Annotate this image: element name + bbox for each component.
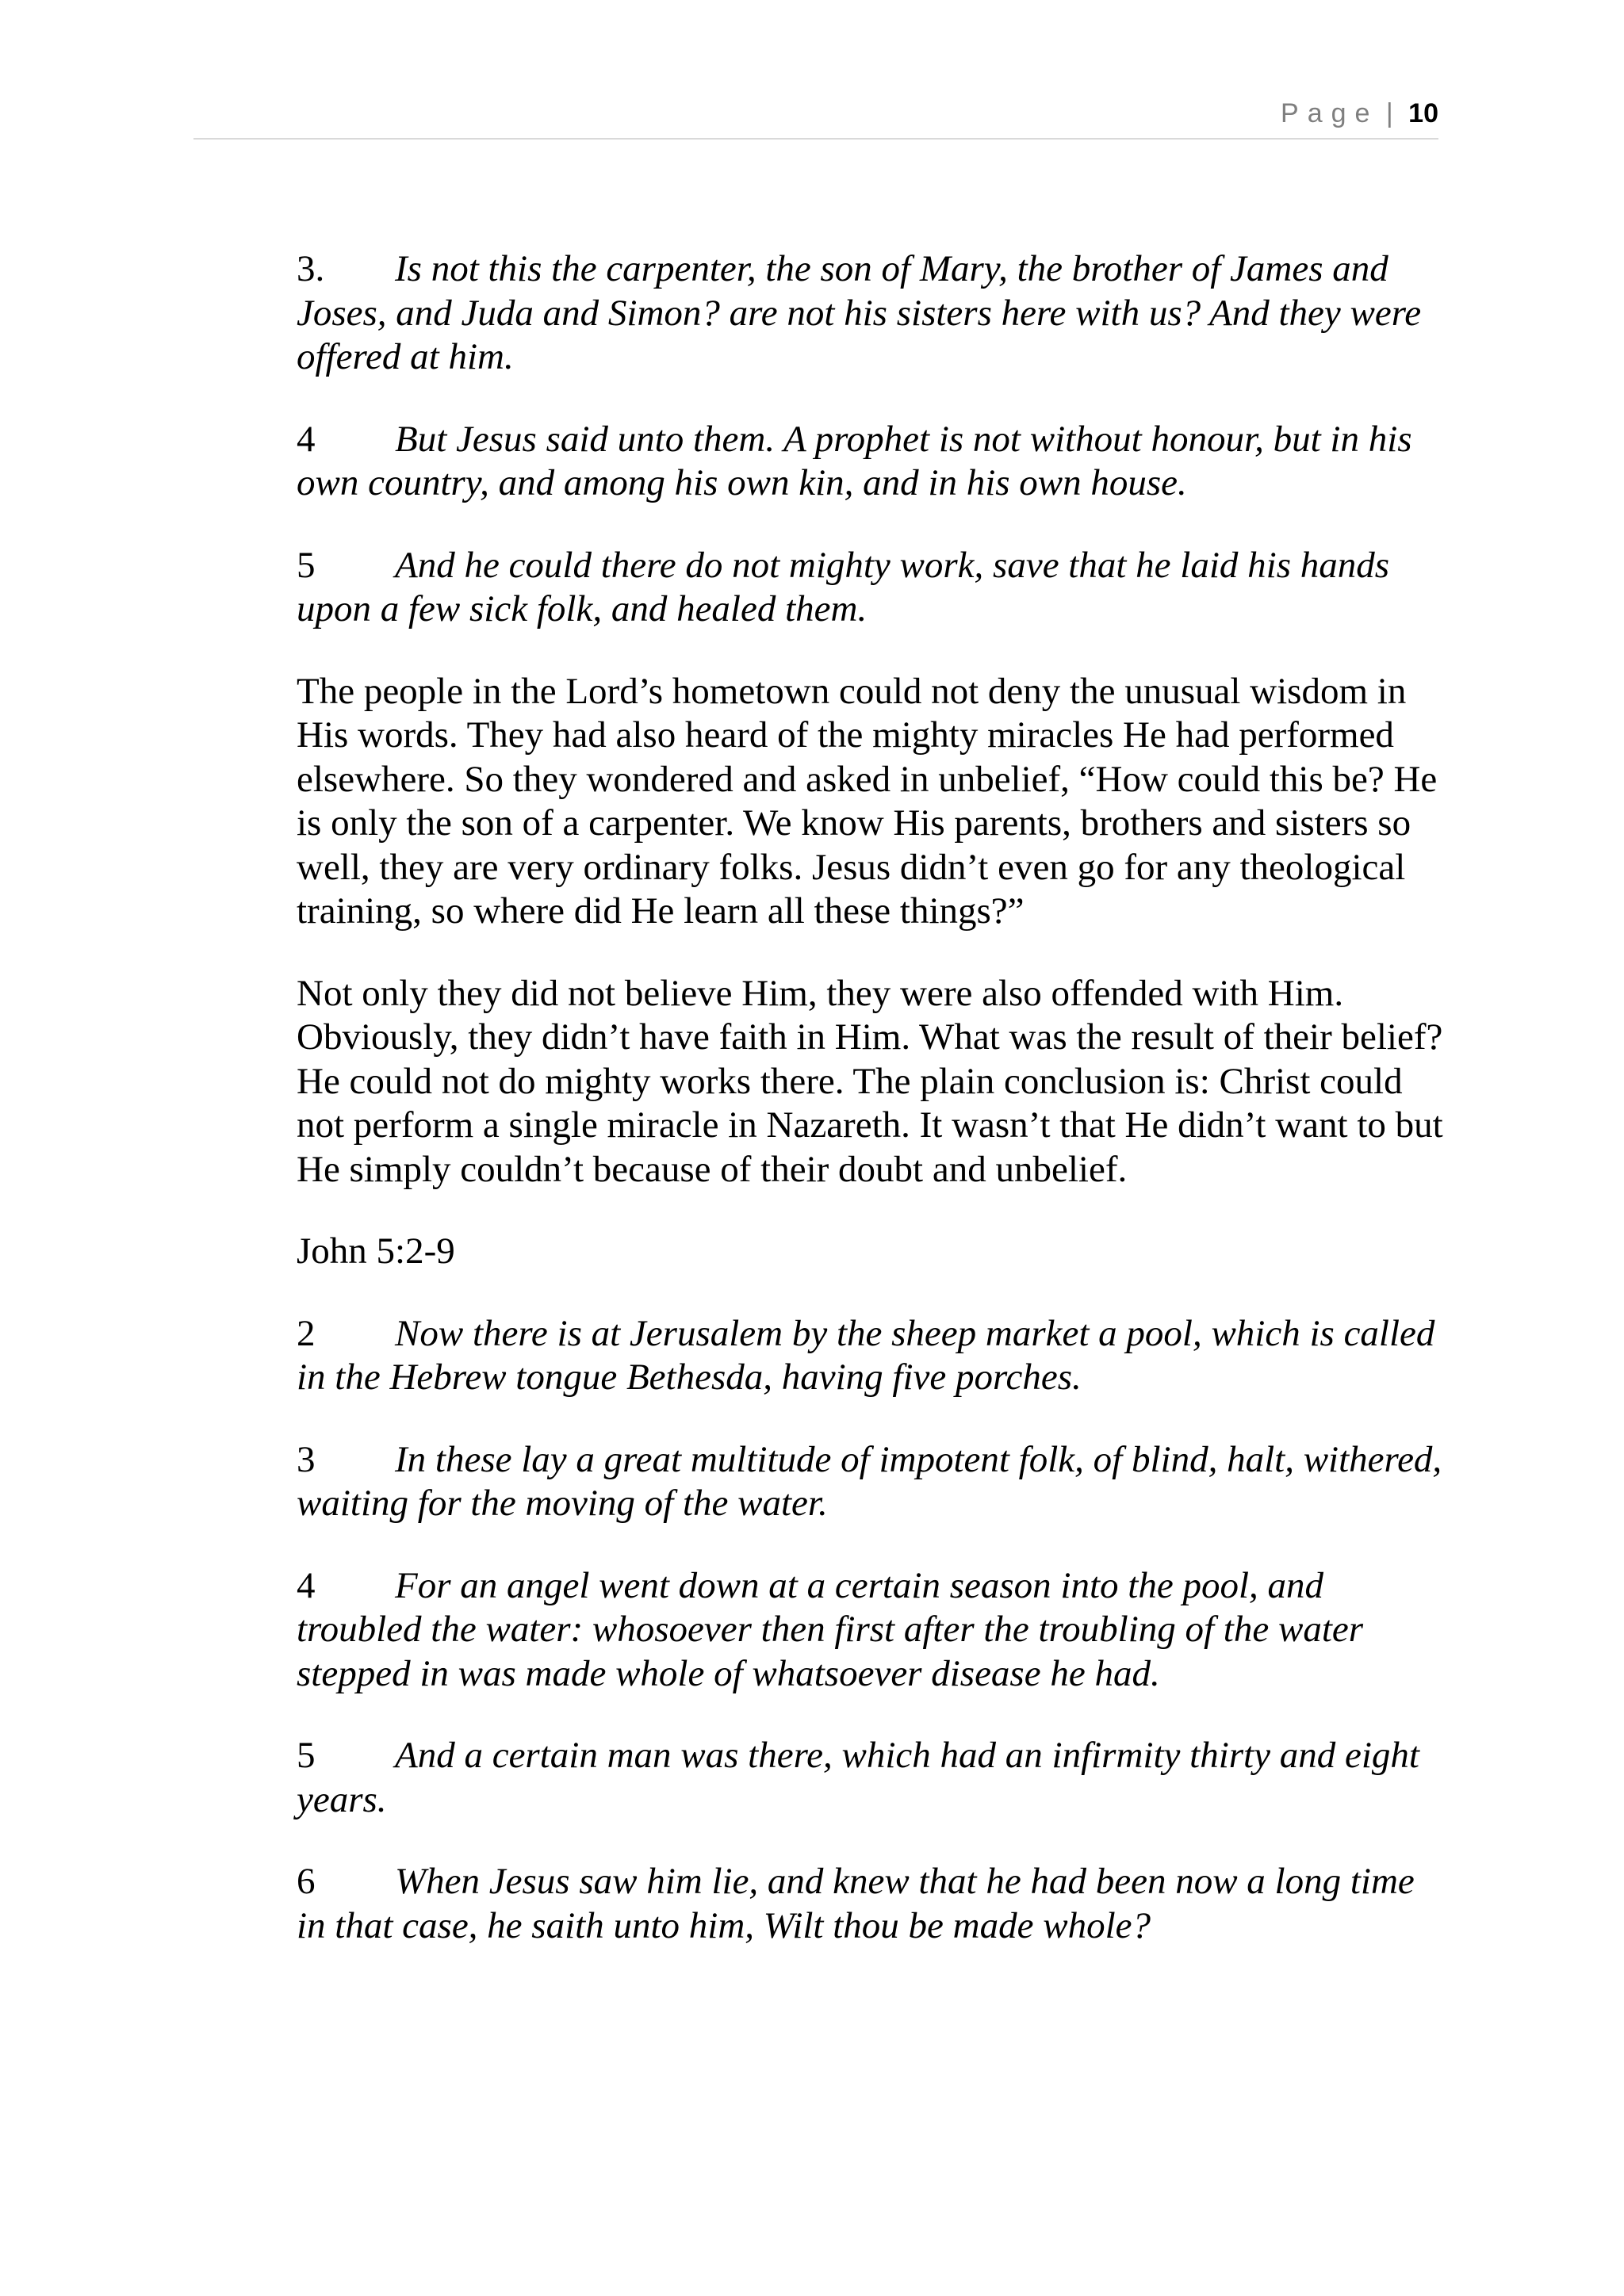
verse-number: 4 <box>297 1564 316 1606</box>
page-number-label <box>1281 98 1438 129</box>
verse-mark-4 <box>297 418 1446 506</box>
verse-number: 4 <box>297 418 316 460</box>
page-number: 10 <box>1408 98 1438 128</box>
page-header <box>193 94 1438 140</box>
page-separator: | <box>1385 98 1393 128</box>
verse-text: When Jesus saw him lie, and knew that he had been now a long time in that case, he saith unto him, Wilt thou be made whole? <box>297 1861 1415 1946</box>
verse-number: 3 <box>297 1438 316 1480</box>
verse-john-3 <box>297 1438 1446 1526</box>
body-paragraph-2: Not only they did not believe Him, they were also offended with Him. Obviously, they didn’t have faith in Him. What was the result of their belief? He could not do mighty works there. The plain conclusion is: Christ could not perform a single miracle in Nazareth. It wasn’t that He didn’t want to but He simply couldn’t because of their doubt and unbelief. <box>297 972 1443 1190</box>
scripture-reference: John 5:2-9 <box>297 1230 455 1272</box>
verse-text: And he could there do not mighty work, save that he laid his hands upon a few sick folk, and healed them. <box>297 544 1390 629</box>
verse-mark-3 <box>297 247 1446 380</box>
verse-john-2 <box>297 1312 1446 1400</box>
body-paragraph-1: The people in the Lord’s hometown could not deny the unusual wisdom in His words. They had also heard of the mighty miracles He had performed elsewhere. So they wondered and asked in unbelief, “How could this be? He is only the son of a carpenter. We know His parents, brothers and sisters so well, they are very ordinary folks. Jesus didn’t even go for any theological training, so where did He learn all these things?” <box>297 670 1438 932</box>
verse-number: 3. <box>297 248 325 289</box>
verse-text: But Jesus said unto them. A prophet is not without honour, but in his own country, and among his own kin, and in his own house. <box>297 418 1412 503</box>
verse-john-4 <box>297 1564 1446 1697</box>
verse-number: 5 <box>297 1735 316 1776</box>
verse-text: Is not this the carpenter, the son of Mary, the brother of James and Joses, and Juda and Simon? are not his sisters here with us? And they were offered at him. <box>297 248 1422 377</box>
verse-text: For an angel went down at a certain season into the pool, and troubled the water: whosoever then first after the troubling of the water stepped in was made whole of whatsoever disease he had. <box>297 1564 1364 1694</box>
verse-number: 6 <box>297 1861 316 1902</box>
page-word: Page <box>1281 98 1379 128</box>
verse-john-6 <box>297 1860 1446 1948</box>
verse-text: Now there is at Jerusalem by the sheep market a pool, which is called in the Hebrew tongue Bethesda, having five porches. <box>297 1312 1435 1398</box>
verse-number: 5 <box>297 544 316 586</box>
verse-number: 2 <box>297 1312 316 1354</box>
document-body <box>297 247 1446 1986</box>
verse-text: And a certain man was there, which had an infirmity thirty and eight years. <box>297 1735 1419 1820</box>
verse-john-5 <box>297 1734 1446 1822</box>
verse-text: In these lay a great multitude of impotent folk, of blind, halt, withered, waiting for the moving of the water. <box>297 1438 1442 1524</box>
verse-mark-5 <box>297 544 1446 632</box>
